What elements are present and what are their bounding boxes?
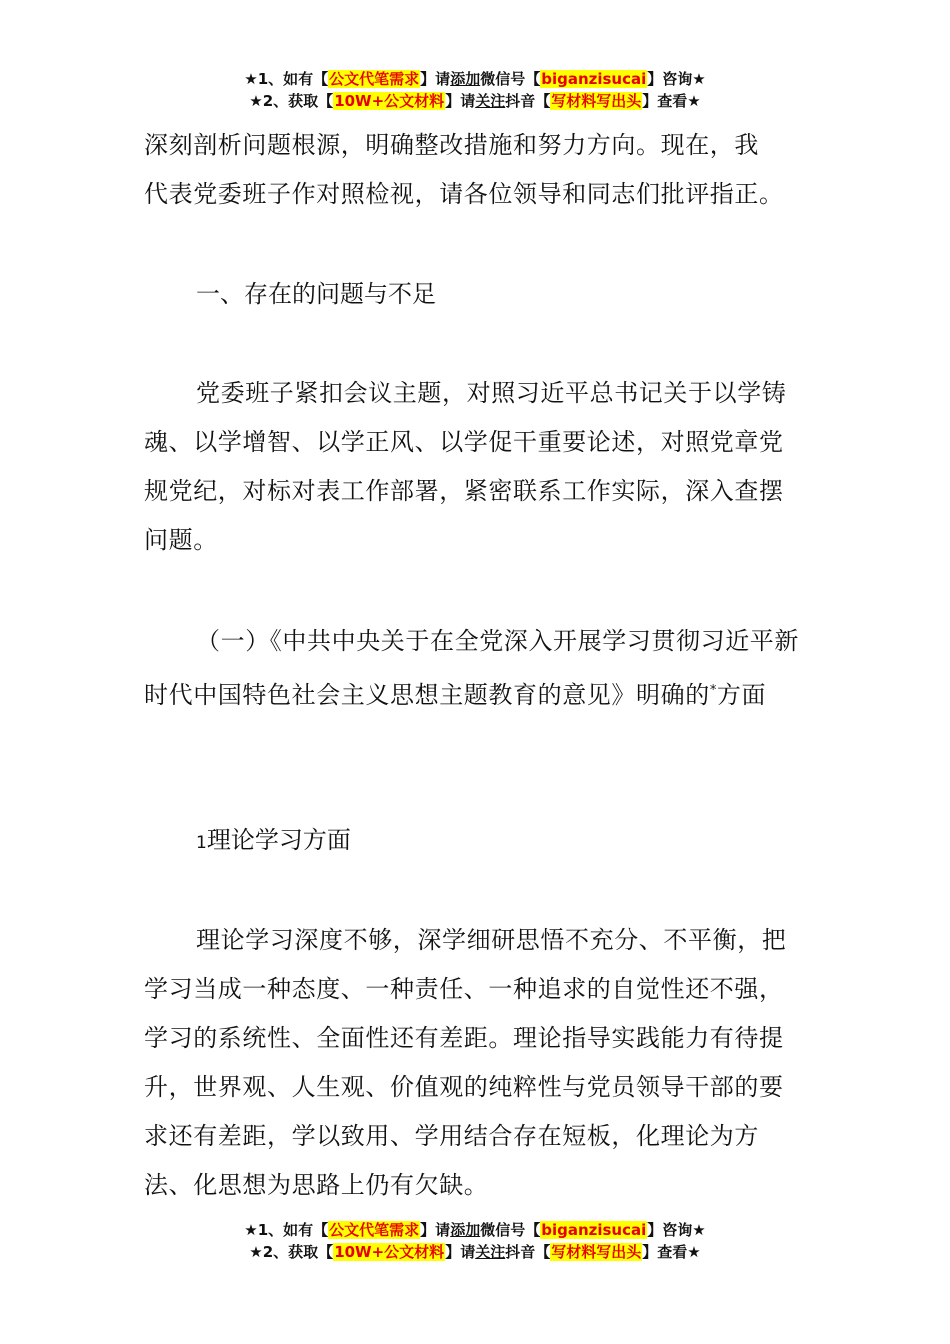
banner-text: 】请	[445, 1243, 476, 1261]
banner-text: ★2、获取【	[249, 1243, 334, 1261]
banner-text: 】请	[420, 1221, 451, 1239]
banner-highlight: 公文代笔需求	[329, 70, 420, 88]
banner-text: 】查看★	[642, 92, 701, 110]
banner-underline: 添加	[450, 1221, 481, 1239]
bottom-banner	[0, 1219, 950, 1263]
banner-text: 抖音【	[505, 1243, 551, 1261]
banner-underline: 关注	[475, 1243, 506, 1261]
subsection-heading-main: （一）《中共中央关于在全党深入开展学习贯彻习近平新时代中国特色社会主义思想主题教育的意见》明确的	[144, 627, 799, 709]
banner-text: 】查看★	[642, 1243, 701, 1261]
paragraph-text: 理论学习深度不够，深学细研思悟不充分、不平衡，把学习当成一种态度、一种责任、一种追求的自觉性还不强，学习的系统性、全面性还有差距。理论指导实践能力有待提升，世界观、人生观、价值观的纯粹性与党员领导干部的要求还有差距，学以致用、学用结合存在短板，化理论为方法、化思想为思路上仍有欠缺。	[144, 926, 787, 1199]
subsection-heading-text	[144, 617, 806, 720]
banner-text: 】请	[420, 70, 451, 88]
top-banner	[0, 68, 950, 112]
banner-text: 抖音【	[505, 92, 551, 110]
banner-highlight: 公文代笔需求	[329, 1221, 420, 1239]
banner-highlight: 写材料写出头	[551, 92, 642, 110]
banner-highlight: 10W+公文材料	[334, 1243, 445, 1261]
banner-underline: 关注	[475, 92, 506, 110]
banner-line-2	[0, 90, 950, 112]
banner-text: ★2、获取【	[249, 92, 334, 110]
banner-text: 微信号【	[480, 70, 541, 88]
subsection-heading-star: *	[709, 683, 717, 698]
banner-text: ★1、如有【	[244, 70, 329, 88]
banner-highlight: 10W+公文材料	[334, 92, 445, 110]
paragraph-line: 深刻剖析问题根源，明确整改措施和努力方向。现在，我	[144, 131, 759, 159]
paragraph-line: 代表党委班子作对照检视，请各位领导和同志们批评指正。	[144, 180, 784, 208]
banner-highlight: biganzisucai	[541, 1221, 647, 1239]
item-heading	[196, 816, 351, 868]
banner-text: 】请	[445, 92, 476, 110]
banner-line-1	[0, 68, 950, 90]
banner-highlight: 写材料写出头	[551, 1243, 642, 1261]
banner-text: 】咨询★	[647, 1221, 706, 1239]
item-number: 1	[196, 833, 207, 853]
subsection-heading	[144, 617, 806, 720]
banner-text: ★1、如有【	[244, 1221, 329, 1239]
banner-line-1	[0, 1219, 950, 1241]
banner-text: 】咨询★	[647, 70, 706, 88]
item-heading-text: 理论学习方面	[206, 826, 351, 854]
paragraph-theory	[144, 916, 806, 1210]
section-heading: 一、存在的问题与不足	[196, 280, 436, 308]
paragraph-intro	[144, 121, 806, 219]
banner-highlight: biganzisucai	[541, 70, 647, 88]
banner-underline: 添加	[450, 70, 481, 88]
subsection-heading-tail: 方面	[716, 681, 767, 709]
paragraph-overview	[144, 369, 806, 565]
banner-text: 微信号【	[480, 1221, 541, 1239]
banner-line-2	[0, 1241, 950, 1263]
paragraph-text: 党委班子紧扣会议主题，对照习近平总书记关于以学铸魂、以学增智、以学正风、以学促干重要论述，对照党章党规党纪，对标对表工作部署，紧密联系工作实际，深入查摆问题。	[144, 379, 787, 554]
